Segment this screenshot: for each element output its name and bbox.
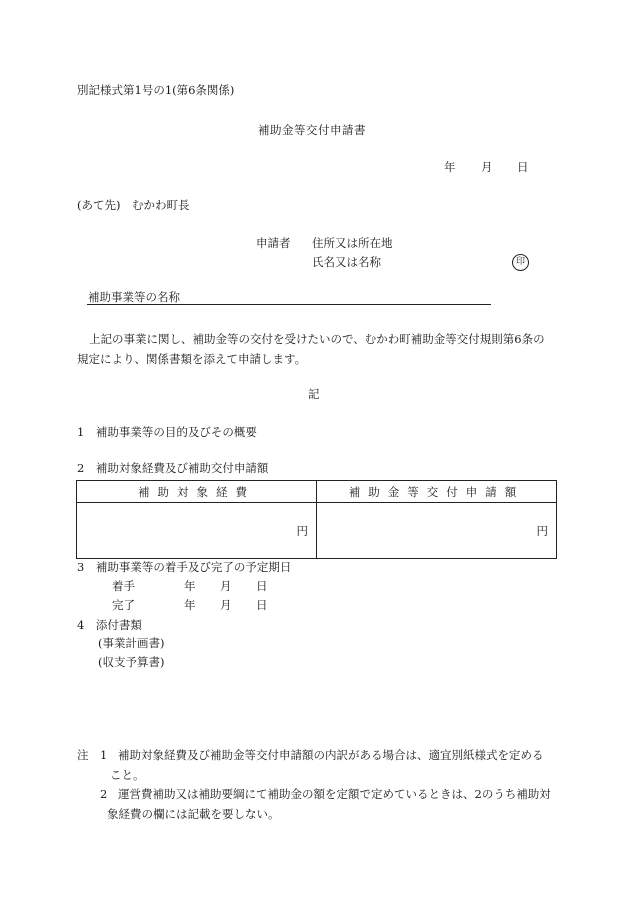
schedule-end-label: 完了 xyxy=(112,598,135,612)
note-2-number: 2 xyxy=(100,787,108,801)
date-year: 年 xyxy=(444,160,456,174)
yen-unit: 円 xyxy=(296,523,308,538)
schedule-end-year: 年 xyxy=(184,598,196,612)
request-amount-cell xyxy=(317,503,557,559)
name-label: 氏名又は名称 xyxy=(312,255,381,269)
intro-paragraph xyxy=(77,330,555,370)
section-2: 2 補助対象経費及び補助交付申請額 xyxy=(77,461,269,475)
addressee: (あて先) むかわ町長 xyxy=(77,198,190,212)
project-name-line xyxy=(87,304,491,305)
schedule-end-day: 日 xyxy=(256,598,268,612)
note-2-text: 運営費補助又は補助要綱にて補助金の額を定額で定めているときは、2のうち補助対象経費の欄には記載を要しない。 xyxy=(107,787,551,821)
schedule-start-day: 日 xyxy=(256,579,268,593)
schedule-end-month: 月 xyxy=(220,598,232,612)
section-3: 3 補助事業等の着手及び完了の予定期日 xyxy=(77,560,292,574)
document-title: 補助金等交付申請書 xyxy=(258,123,366,137)
date-month: 月 xyxy=(481,160,493,174)
section-4: 4 添付書類 xyxy=(77,618,142,632)
intro-text: 上記の事業に関し、補助金等の交付を受けたいので、むかわ町補助金等交付規則第6条の規定により、関係書類を添えて申請します。 xyxy=(77,332,545,366)
section-1: 1 補助事業等の目的及びその概要 xyxy=(77,425,257,439)
yen-unit: 円 xyxy=(536,523,548,538)
applicant-label: 申請者 xyxy=(256,236,291,250)
ki-heading: 記 xyxy=(308,387,320,401)
form-reference: 別記様式第1号の1(第6条関係) xyxy=(77,83,235,97)
date-day: 日 xyxy=(517,160,529,174)
eligible-cost-cell xyxy=(77,503,317,559)
note-1-text: 補助対象経費及び補助金等交付申請額の内訳がある場合は、適宜別紙様式を定めること。 xyxy=(110,748,544,782)
schedule-start-label: 着手 xyxy=(112,579,135,593)
note-1-number: 1 xyxy=(100,748,108,762)
schedule-start-year: 年 xyxy=(184,579,196,593)
attachment-budget: (収支予算書) xyxy=(98,655,165,669)
schedule-start-month: 月 xyxy=(220,579,232,593)
header-eligible-cost: 補助対象経費 xyxy=(77,481,317,503)
header-request-amount: 補助金等交付申請額 xyxy=(317,481,557,503)
expense-table xyxy=(76,480,557,559)
project-name-label: 補助事業等の名称 xyxy=(88,290,180,304)
note-prefix: 注 xyxy=(77,748,89,762)
address-label: 住所又は所在地 xyxy=(312,236,393,250)
attachment-plan: (事業計画書) xyxy=(98,636,165,650)
seal-mark: 印 xyxy=(512,254,529,271)
